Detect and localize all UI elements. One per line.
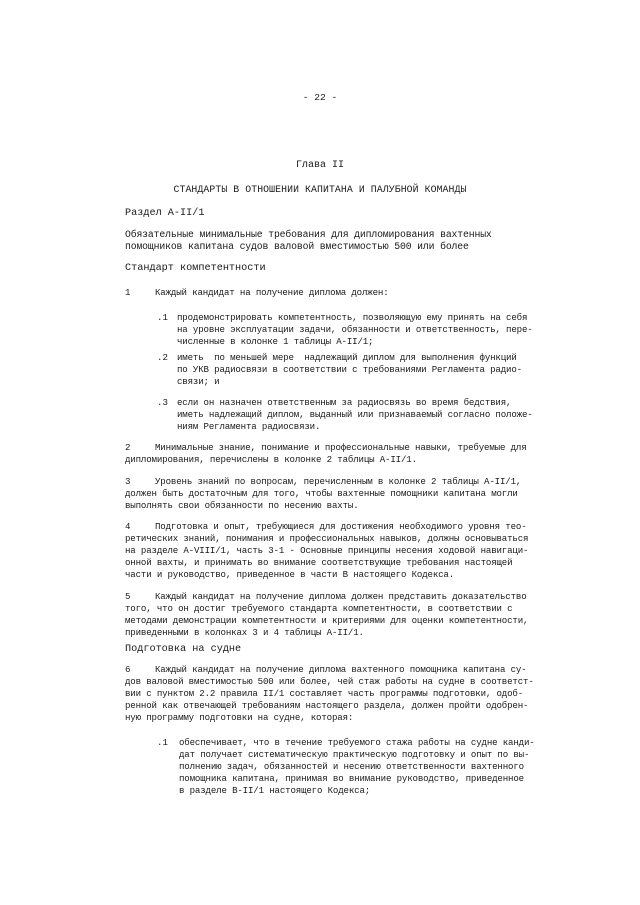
paragraph-text: Каждый кандидат на получение диплома должен: [155, 287, 389, 298]
paragraph-number: 1 [125, 287, 131, 298]
subparagraph-line: если он назначен ответственным за радиосвязь во время бедствия, [177, 397, 512, 408]
paragraph-line: Уровень знаний по вопросам, перечисленным в колонке 2 таблицы A-II/1, [155, 476, 522, 487]
paragraph-line: ную программу подготовки на судне, которая: [125, 712, 354, 723]
subparagraph-line: обеспечивает, что в течение требуемого стажа работы на судне канди- [179, 737, 535, 748]
paragraph-line: ренной как отвечающей требованиям настоящего раздела, должен пройти одобрен- [125, 700, 529, 711]
paragraph-number: 3 [125, 476, 131, 487]
paragraph-line: должен быть достаточным для того, чтобы вахтенные помощники капитана могли [125, 488, 518, 499]
paragraph-line: методами демонстрации компетентности и критериями для оценки компетентности, [125, 615, 529, 626]
competence-heading: Стандарт компетентности [125, 263, 266, 274]
paragraph-line: онной вахты, и принимать во внимание соответствующие требования настоящей [125, 557, 513, 568]
subparagraph-line: ниям Регламента радиосвязи. [177, 421, 321, 432]
paragraph-line: на разделе A-VIII/1, часть 3-1 - Основные принципы несения ходовой навигаци- [125, 545, 529, 556]
training-heading: Подготовка на судне [125, 644, 242, 655]
section-title-line-2: помощников капитана судов валовой вместимостью 500 или более [125, 241, 469, 252]
paragraph-number: 2 [125, 442, 131, 453]
page-number: - 22 - [302, 92, 338, 103]
subparagraph-number: .3 [157, 397, 168, 408]
paragraph-number: 6 [125, 664, 131, 675]
subparagraph-line: дат получает систематическую практическую подготовку и опыт по вы- [179, 749, 530, 760]
subparagraph-line: по УКВ радиосвязи в соответствии с требованиями Регламента радио- [177, 364, 522, 375]
subparagraph-line: связи; и [177, 376, 220, 387]
subparagraph-line: на уровне эксплуатации задачи, обязанности и ответственность, пере- [177, 324, 533, 335]
paragraph-line: того, что он достиг требуемого стандарта компетентности, в соответствии с [125, 603, 513, 614]
paragraph-line: части и руководство, приведенное в части B настоящего Кодекса. [125, 569, 455, 580]
subparagraph-number: .1 [157, 312, 168, 323]
paragraph-line: дипломирования, перечислены в колонке 2 таблицы A-II/1. [125, 454, 417, 465]
subparagraph-line: в разделе B-II/1 настоящего Кодекса; [179, 785, 371, 796]
paragraph-line: Подготовка и опыт, требующиеся для достижения необходимого уровня тео- [155, 521, 527, 532]
paragraph-number: 4 [125, 521, 131, 532]
chapter-title: СТАНДАРТЫ В ОТНОШЕНИИ КАПИТАНА И ПАЛУБНОЙ КОМАНДЫ [173, 184, 467, 195]
subparagraph-line: иметь надлежащий диплом, выданный или признаваемый согласно положе- [177, 409, 533, 420]
paragraph-line: приведенными в колонках 3 и 4 таблицы A-II/1. [125, 627, 364, 638]
paragraph-number: 5 [125, 591, 131, 602]
paragraph-line: ретических знаний, понимания и профессиональных навыков, должны основываться [125, 533, 529, 544]
section-label: Раздел A-II/1 [125, 208, 205, 219]
paragraph-line: Минимальные знание, понимание и профессиональные навыки, требуемые для [155, 442, 527, 453]
subparagraph-line: полнению задач, обязанностей и несению ответственности вахтенного [179, 761, 524, 772]
subparagraph-number: .1 [157, 737, 168, 748]
section-title-line-1: Обязательные минимальные требования для дипломирования вахтенных [125, 229, 492, 240]
paragraph-line: вии с пунктом 2.2 правила II/1 составляет часть программы подготовки, одоб- [125, 688, 524, 699]
paragraph-line: Каждый кандидат на получение диплома должен представить доказательство [155, 591, 527, 602]
paragraph-line: дов валовой вместимостью 500 или более, чей стаж работы на судне в соответст- [125, 676, 534, 687]
subparagraph-line: продемонстрировать компетентность, позволяющую ему принять на себя [177, 312, 528, 323]
chapter-label: Глава II [295, 160, 344, 171]
subparagraph-number: .2 [157, 352, 168, 363]
paragraph-line: Каждый кандидат на получение диплома вахтенного помощника капитана су- [155, 664, 527, 675]
subparagraph-line: численные в колонке 1 таблицы A-II/1; [177, 336, 374, 347]
paragraph-line: выполнять свои обязанности по несению вахты. [125, 500, 359, 511]
subparagraph-line: иметь по меньшей мере надлежащий диплом для выполнения функций [177, 352, 517, 363]
subparagraph-line: помощника капитана, принимая во внимание руководство, приведенное [179, 773, 524, 784]
